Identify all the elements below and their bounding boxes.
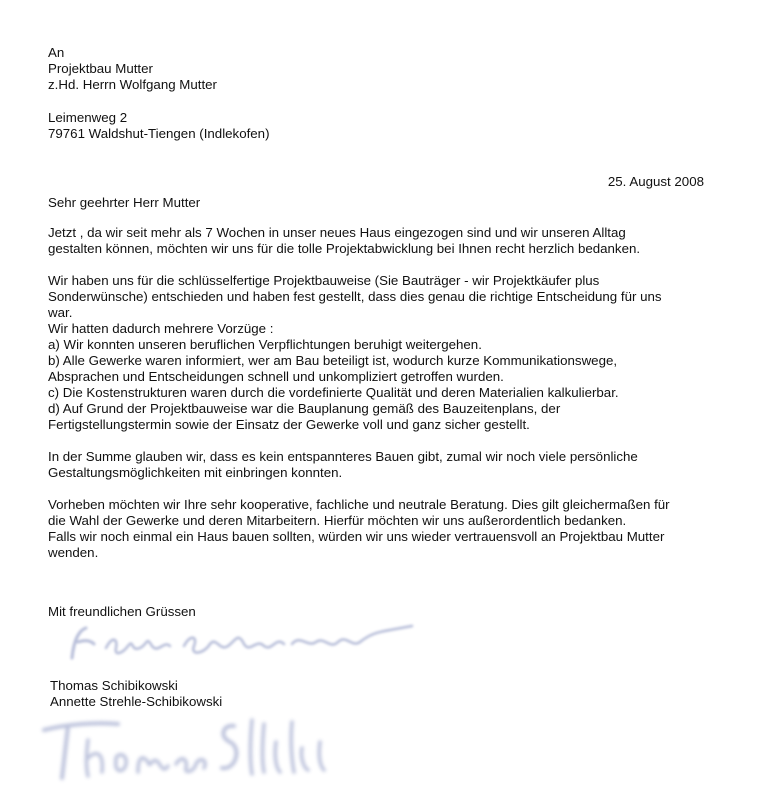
closing: Mit freundlichen Grüssen [48,604,196,619]
salutation: Sehr geehrter Herr Mutter [48,195,201,210]
signature-annette [60,618,420,668]
body-line: die Wahl der Gewerke und deren Mitarbeitern. Hierfür möchten wir uns außerordentlich bedanken. [48,513,627,528]
city-line: 79761 Waldshut-Tiengen (Indlekofen) [48,126,270,141]
address-line: An [48,45,65,60]
body-line: gestalten können, möchten wir uns für die tolle Projektabwicklung bei Ihnen recht herzlich bedanken. [48,241,641,256]
body-line: Absprachen und Entscheidungen schnell und unkompliziert getroffen wurden. [48,369,504,384]
address-line: Projektbau Mutter [48,61,153,76]
body-line: Wir hatten dadurch mehrere Vorzüge : [48,321,274,336]
body-line: Falls wir noch einmal ein Haus bauen sollten, würden wir uns wieder vertrauensvoll an Projektbau Mutter [48,529,665,544]
paragraph [48,497,670,561]
signatory-names [50,678,222,710]
paragraph [48,273,670,433]
recipient-street-block [48,110,270,142]
body-line: Sonderwünsche) entschieden und haben fest gestellt, dass dies genau die richtige Entscheidung für uns [48,289,662,304]
body-line: wenden. [48,545,99,560]
body-line: In der Summe glauben wir, dass es kein entspannteres Bauen gibt, zumal wir noch viele persönliche [48,449,638,464]
street-line: Leimenweg 2 [48,110,128,125]
body-line: Wir haben uns für die schlüsselfertige Projektbauweise (Sie Bauträger - wir Projektkäufer plus [48,273,600,288]
body-line: Gestaltungsmöglichkeiten mit einbringen konnten. [48,465,343,480]
paragraph [48,225,670,257]
body-line: Jetzt , da wir seit mehr als 7 Wochen in unser neues Haus eingezogen sind und wir unseren Alltag [48,225,626,240]
body-line: a) Wir konnten unseren beruflichen Verpflichtungen beruhigt weitergehen. [48,337,482,352]
paragraph [48,449,670,481]
body-line: war. [48,305,73,320]
body-line: Vorheben möchten wir Ihre sehr kooperative, fachliche und neutrale Beratung. Dies gilt gleichermaßen für [48,497,670,512]
signatory-name: Thomas Schibikowski [50,678,178,693]
signatory-name: Annette Strehle-Schibikowski [50,694,223,709]
recipient-address [48,45,217,93]
body-line: b) Alle Gewerke waren informiert, wer am Bau beteiligt ist, wodurch kurze Kommunikationswege, [48,353,618,368]
body-line: Fertigstellungstermin sowie der Einsatz der Gewerke voll und ganz sicher gestellt. [48,417,530,432]
signature-thomas [38,712,338,784]
body-line: d) Auf Grund der Projektbauweise war die Bauplanung gemäß des Bauzeitenplans, der [48,401,561,416]
letter-body [48,225,670,561]
letter-date: 25. August 2008 [607,174,704,189]
address-line: z.Hd. Herrn Wolfgang Mutter [48,77,217,92]
body-line: c) Die Kostenstrukturen waren durch die vordefinierte Qualität und deren Materialien kalkulierbar. [48,385,619,400]
